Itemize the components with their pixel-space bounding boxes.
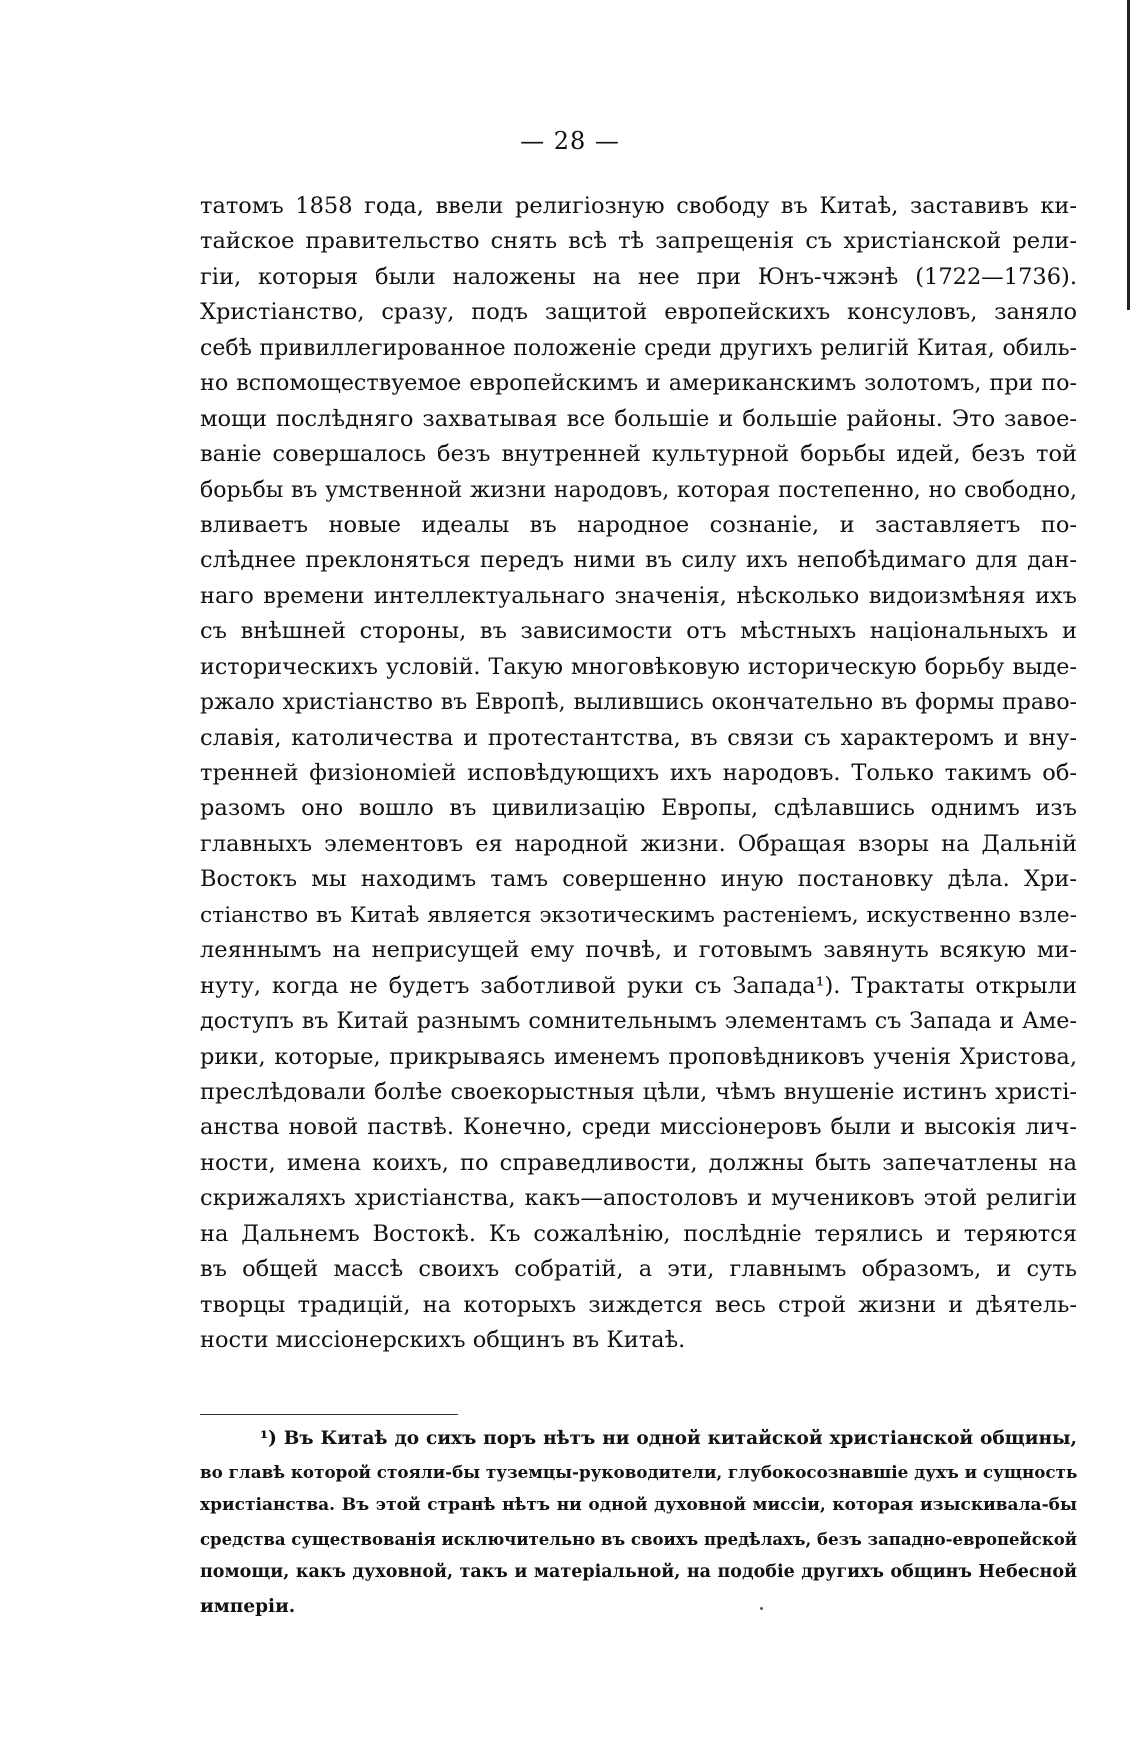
body-line: въ общей массѣ своихъ собратій, а эти, главнымъ образомъ, и суть [200, 1256, 1077, 1283]
body-line: тайское правительство снять всѣ тѣ запрещенія съ христіанской рели- [200, 228, 1077, 255]
body-line: слѣднее преклоняться передъ ними въ силу ихъ непобѣдимаго для дан- [200, 547, 1077, 574]
body-line: преслѣдовали болѣе своекорыстныя цѣли, чѣмъ внушеніе истинъ христі- [200, 1078, 1077, 1105]
footnote-separator [200, 1414, 458, 1415]
body-line: ности, имена коихъ, по справедливости, должны быть запечатлены на [200, 1149, 1077, 1176]
body-line: гіи, которыя были наложены на нее при Юнъ-чжэнѣ (1722—1736). [200, 263, 1077, 290]
footnote-line: имперіи. [200, 1595, 296, 1617]
page-edge-line [1127, 0, 1130, 310]
body-line: наго времени интеллектуальнаго значенія, нѣсколько видоизмѣняя ихъ [200, 582, 1077, 609]
footnote-line: помощи, какъ духовной, такъ и матеріальной, на подобіе другихъ общинъ Небесной [200, 1562, 1077, 1582]
page-number: — 28 — [520, 127, 620, 155]
footnote-line: христіанства. Въ этой странѣ нѣтъ ни одной духовной миссіи, которая изыскивала-бы [200, 1495, 1077, 1515]
body-line: тренней физіономіей исповѣдующихъ ихъ народовъ. Только такимъ об- [200, 760, 1077, 786]
body-line: стіанство въ Китаѣ является экзотическимъ растеніемъ, искуственно взле- [200, 902, 1077, 928]
body-line: съ внѣшней стороны, въ зависимости отъ мѣстныхъ національныхъ и [200, 618, 1077, 645]
body-line: разомъ оно вошло въ цивилизацію Европы, сдѣлавшись однимъ изъ [200, 795, 1077, 822]
body-line: но вспомоществуемое европейскимъ и американскимъ золотомъ, при по- [200, 370, 1077, 397]
body-line: доступъ въ Китай разнымъ сомнительнымъ элементамъ съ Запада и Аме- [200, 1008, 1077, 1035]
body-line: главныхъ элементовъ ея народной жизни. Обращая взоры на Дальній [200, 830, 1077, 857]
body-line: себѣ привиллегированное положеніе среди другихъ религій Китая, обиль- [200, 335, 1077, 361]
footnote-line: ¹) Въ Китаѣ до сихъ поръ нѣтъ ни одной китайской христіанской общины, [260, 1428, 1077, 1449]
body-line: борьбы въ умственной жизни народовъ, которая постепенно, но свободно, [200, 477, 1077, 503]
body-line: ности миссіонерскихъ общинъ въ Китаѣ. [200, 1327, 686, 1353]
body-line: на Дальнемъ Востокѣ. Къ сожалѣнію, послѣдніе терялись и теряются [200, 1220, 1077, 1247]
body-line: историческихъ условій. Такую многовѣковую историческую борьбу выде- [200, 653, 1077, 680]
footnote-line: во главѣ которой стояли-бы туземцы-руководители, глубокосознавшіе духъ и сущность [200, 1461, 1077, 1482]
body-line: славія, католичества и протестантства, въ связи съ характеромъ и вну- [200, 724, 1077, 751]
body-line: вливаетъ новые идеалы въ народное сознаніе, и заставляетъ по- [200, 511, 1077, 538]
body-line: Востокъ мы находимъ тамъ совершенно иную постановку дѣла. Хри- [200, 866, 1077, 893]
body-line: рики, которые, прикрываясь именемъ проповѣдниковъ ученія Христова, [200, 1043, 1077, 1070]
body-line: анства новой паствѣ. Конечно, среди миссіонеровъ были и высокія лич- [200, 1114, 1077, 1141]
body-line: ваніе совершалось безъ внутренней культурной борьбы идей, безъ той [200, 441, 1077, 468]
body-line: скрижаляхъ христіанства, какъ—апостоловъ и мучениковъ этой религіи [200, 1185, 1077, 1212]
ink-speck [760, 1607, 763, 1610]
body-line: мощи послѣдняго захватывая все большіе и большіе районы. Это завое- [200, 405, 1077, 432]
body-line: нуту, когда не будетъ заботливой руки съ Запада¹). Трактаты открыли [200, 972, 1077, 999]
body-text [200, 189, 1077, 1358]
body-line: татомъ 1858 года, ввели религіозную свободу въ Китаѣ, заставивъ ки- [200, 193, 1077, 219]
footnote-line: средства существованія исключительно въ своихъ предѣлахъ, безъ западно-европейской [200, 1529, 1077, 1549]
body-line: ржало христіанство въ Европѣ, вылившись окончательно въ формы право- [200, 690, 1077, 716]
body-line: творцы традицій, на которыхъ зиждется весь строй жизни и дѣятель- [200, 1291, 1077, 1318]
footnote [200, 1422, 1077, 1623]
body-line: леяннымъ на неприсущей ему почвѣ, и готовымъ завянуть всякую ми- [200, 937, 1077, 964]
body-line: Христіанство, сразу, подъ защитой европейскихъ консуловъ, заняло [200, 299, 1077, 326]
